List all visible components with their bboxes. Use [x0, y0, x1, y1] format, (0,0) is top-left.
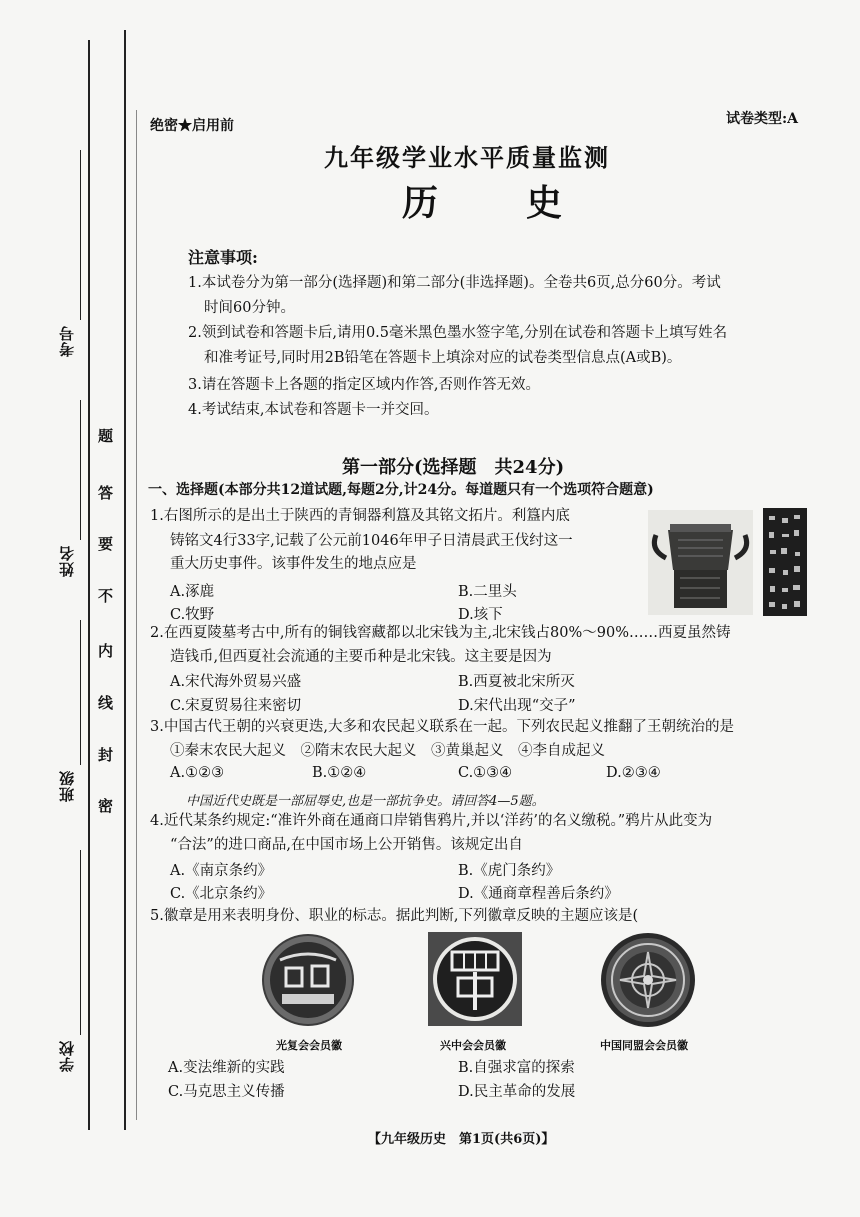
notice-item: 时间60分钟。 [204, 300, 295, 316]
q1-line: 1.右图所示的是出土于陕西的青铜器利簋及其铭文拓片。利簋内底 [150, 508, 570, 524]
q1-line: 重大历史事件。该事件发生的地点应是 [170, 556, 417, 572]
margin-line-inner [124, 30, 126, 1130]
q4-line: “合法”的进口商品,在中国市场上公开销售。该规定出自 [170, 837, 523, 853]
class-blank [80, 620, 81, 765]
q5-option-a: A.变法维新的实践 [168, 1060, 285, 1076]
notice-item: 和准考证号,同时用2B铅笔在答题卡上填涂对应的试卷类型信息点(A或B)。 [204, 350, 682, 366]
seal-char: 题 [98, 427, 114, 445]
seal-char: 答 [98, 484, 114, 502]
seal-char: 线 [98, 694, 114, 712]
notice-item: 4.考试结束,本试卷和答题卡一并交回。 [188, 402, 439, 418]
q1-option-c: C.牧野 [170, 607, 215, 623]
q3-option-d: D.②③④ [606, 765, 661, 781]
q2-line: 2.在西夏陵墓考古中,所有的铜钱窖藏都以北宋钱为主,北宋钱占80%～90%……西夏虽然铸 [150, 625, 731, 641]
q1-option-b: B.二里头 [458, 584, 517, 600]
bronze-gui-image [648, 510, 753, 615]
q4-option-b: B.《虎门条约》 [458, 863, 561, 879]
q5-line: 5.徽章是用来表明身份、职业的标志。据此判断,下列徽章反映的主题应该是( [150, 908, 639, 924]
badge-caption: 光复会会员徽 [276, 1039, 342, 1052]
seal-char: 密 [98, 797, 114, 815]
exam-title: 九年级学业水平质量监测 [324, 143, 610, 172]
q3-option-a: A.①②③ [170, 765, 225, 781]
section-note: 中国近代史既是一部屈辱史,也是一部抗争史。请回答4—5题。 [186, 794, 545, 809]
q2-line: 造钱币,但西夏社会流通的主要币种是北宋钱。这主要是因为 [170, 649, 552, 665]
class-label: 班级 [58, 770, 76, 802]
q3-option-b: B.①②④ [312, 765, 367, 781]
paper-type: 试卷类型:A [726, 111, 799, 127]
exam-no-label: 考号 [58, 325, 76, 357]
page-footer: 【九年级历史 第1页(共6页)】 [368, 1132, 555, 1147]
confidential-mark: 绝密★启用前 [150, 118, 234, 134]
school-label: 学校 [58, 1040, 76, 1072]
margin-line-outer [88, 40, 90, 1130]
q4-option-a: A.《南京条约》 [170, 863, 273, 879]
badge-caption: 兴中会会员徽 [440, 1039, 506, 1052]
q4-line: 4.近代某条约规定:“准许外商在通商口岸销售鸦片,并以‘洋药’的名义缴税。”鸦片从此变为 [150, 813, 713, 829]
q3-option-c: C.①③④ [458, 765, 513, 781]
q5-option-d: D.民主革命的发展 [458, 1084, 576, 1100]
q2-option-c: C.宋夏贸易往来密切 [170, 698, 302, 714]
q2-option-d: D.宋代出现“交子” [458, 698, 576, 714]
notice-item: 2.领到试卷和答题卡后,请用0.5毫米黑色墨水签字笔,分别在试卷和答题卡上填写姓名 [188, 325, 728, 341]
seal-char: 内 [98, 642, 114, 660]
xingzhonghui-badge [428, 932, 522, 1026]
notice-item: 3.请在答题卡上各题的指定区域内作答,否则作答无效。 [188, 377, 540, 393]
school-blank [80, 850, 81, 1035]
seal-char: 封 [98, 746, 114, 764]
q5-option-c: C.马克思主义传播 [168, 1084, 285, 1100]
margin-line-right [136, 110, 137, 1120]
name-blank [80, 400, 81, 540]
name-label: 姓名 [58, 545, 76, 577]
tongmenghui-badge [598, 930, 698, 1030]
guangfuhui-badge [258, 930, 358, 1030]
notice-title: 注意事项: [188, 248, 258, 267]
inscription-rubbing [763, 508, 807, 616]
notice-item: 1.本试卷分为第一部分(选择题)和第二部分(非选择题)。全卷共6页,总分60分。考试 [188, 275, 721, 291]
seal-char: 要 [98, 535, 114, 553]
part1-title: 第一部分(选择题 共24分) [342, 457, 565, 478]
q3-line: ①秦末农民大起义 ②隋末农民大起义 ③黄巢起义 ④李自成起义 [170, 743, 605, 759]
q4-option-c: C.《北京条约》 [170, 886, 273, 902]
q1-option-d: D.垓下 [458, 607, 503, 623]
seal-char: 不 [98, 587, 114, 605]
q4-option-d: D.《通商章程善后条约》 [458, 886, 619, 902]
q2-option-a: A.宋代海外贸易兴盛 [170, 674, 302, 690]
q5-option-b: B.自强求富的探索 [458, 1060, 575, 1076]
badge-caption: 中国同盟会会员徽 [600, 1039, 688, 1052]
q1-line: 铸铭文4行33字,记载了公元前1046年甲子日清晨武王伐纣这一 [170, 533, 573, 549]
q1-option-a: A.涿鹿 [170, 584, 215, 600]
q3-line: 3.中国古代王朝的兴衰更迭,大多和农民起义联系在一起。下列农民起义推翻了王朝统治的是 [150, 719, 734, 735]
subject-title: 历 史 [402, 182, 589, 224]
exam-no-blank [80, 150, 81, 320]
q2-option-b: B.西夏被北宋所灭 [458, 674, 575, 690]
section-heading: 一、选择题(本部分共12道试题,每题2分,计24分。每道题只有一个选项符合题意) [148, 482, 654, 498]
